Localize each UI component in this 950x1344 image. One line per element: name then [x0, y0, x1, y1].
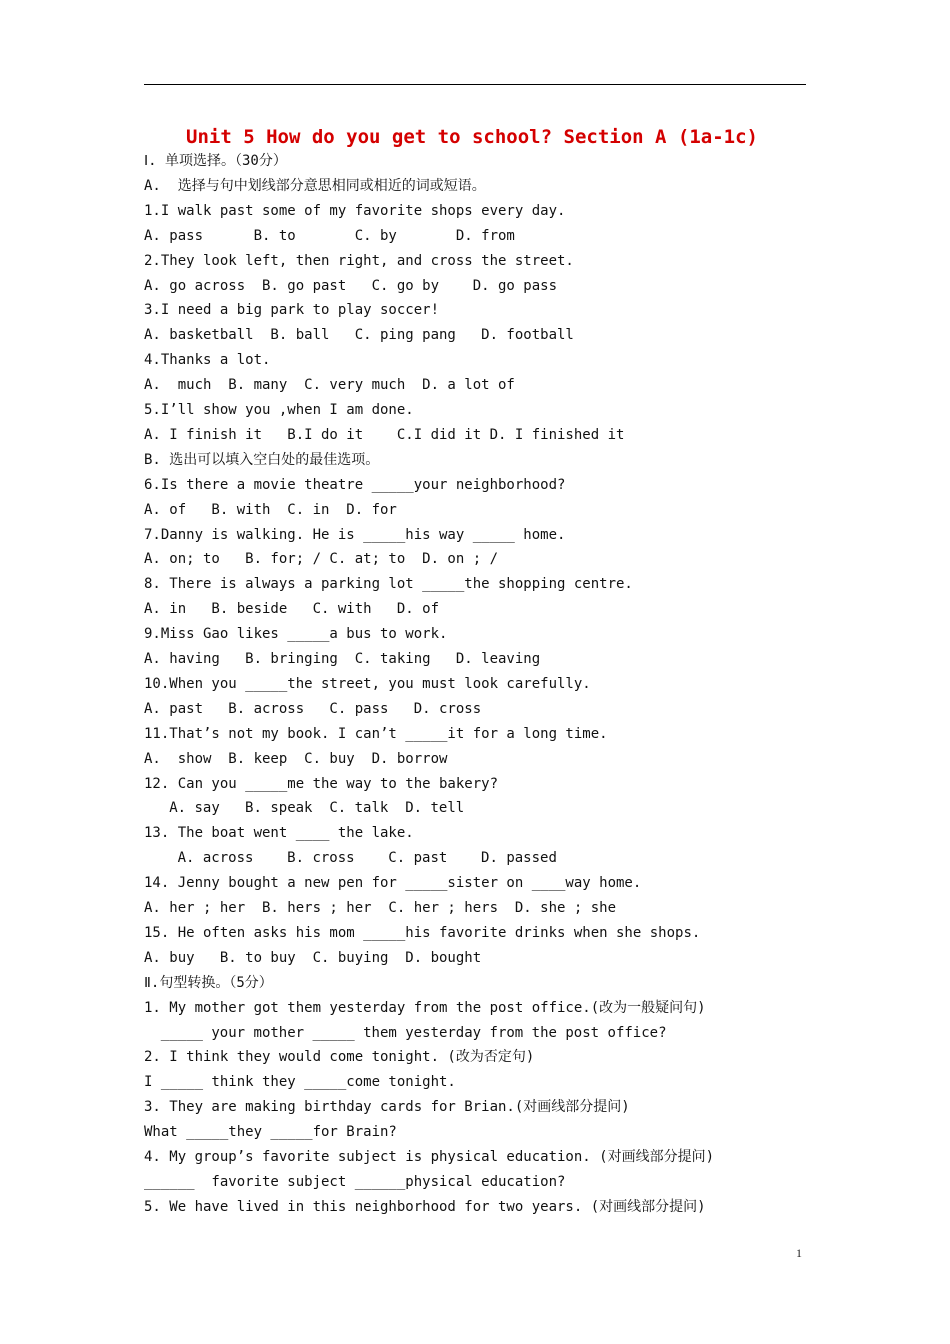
- text-line: A. her ; her B. hers ; her C. her ; hers D. she ; she: [144, 900, 617, 916]
- text-line: I _____ think they _____come tonight.: [144, 1074, 456, 1091]
- text-line: A. show B. keep C. buy D. borrow: [144, 750, 448, 767]
- worksheet-title: Unit 5 How do you get to school? Section A (1a-1c): [186, 126, 758, 148]
- text-line: 3. They are making birthday cards for Brian.(对画线部分提问): [144, 1099, 630, 1116]
- text-line: 4.Thanks a lot.: [144, 352, 271, 369]
- text-line: Ⅰ. 单项选择。（30分）: [144, 153, 287, 169]
- text-line: 13. The boat went ____ the lake.: [144, 825, 414, 842]
- text-line: Ⅱ.句型转换。（5分）: [144, 974, 273, 991]
- text-line: A. in B. beside C. with D. of: [144, 601, 440, 618]
- text-line: A. go across B. go past C. go by D. go pass: [144, 277, 558, 294]
- text-line: A. across B. cross C. past D. passed: [177, 850, 557, 867]
- text-line: 5. We have lived in this neighborhood for two years. (对画线部分提问): [144, 1198, 706, 1215]
- text-line: A. 选择与句中划线部分意思相同或相近的词或短语。: [144, 177, 486, 194]
- text-line: 1. My mother got them yesterday from the post office.(改为一般疑问句): [144, 999, 706, 1016]
- text-line: A. buy B. to buy C. buying D. bought: [144, 949, 482, 966]
- text-line: 2. I think they would come tonight. (改为否定句): [144, 1049, 535, 1066]
- text-line: 8. There is always a parking lot _____the shopping centre.: [144, 576, 633, 593]
- text-line: 14. Jenny bought a new pen for _____sister on ____way home.: [144, 875, 642, 892]
- text-line: 3.I need a big park to play soccer!: [144, 302, 440, 319]
- text-line: A. on; to B. for; / C. at; to D. on ; /: [144, 551, 499, 568]
- text-line: A. say B. speak C. talk D. tell: [169, 800, 465, 817]
- text-line: 9.Miss Gao likes _____a bus to work.: [144, 626, 448, 643]
- text-line: What _____they _____for Brain?: [144, 1124, 397, 1141]
- text-line: A. much B. many C. very much D. a lot of: [144, 377, 515, 394]
- text-line: 15. He often asks his mom _____his favorite drinks when she shops.: [144, 924, 701, 941]
- text-line: _____ your mother _____ them yesterday from the post office?: [160, 1024, 667, 1041]
- text-line: 11.That’s not my book. I can’t _____it for a long time.: [144, 725, 608, 742]
- text-line: A. having B. bringing C. taking D. leaving: [144, 651, 541, 667]
- text-line: ______ favorite subject ______physical education?: [144, 1173, 566, 1190]
- text-line: 10.When you _____the street, you must look carefully.: [144, 675, 591, 692]
- text-line: 4. My group’s favorite subject is physical education. (对画线部分提问): [144, 1149, 715, 1165]
- text-line: 7.Danny is walking. He is _____his way _____ home.: [144, 526, 566, 543]
- text-line: 12. Can you _____me the way to the bakery?: [144, 775, 499, 792]
- text-line: A. past B. across C. pass D. cross: [144, 700, 482, 717]
- text-line: A. of B. with C. in D. for: [144, 501, 397, 518]
- text-line: B. 选出可以填入空白处的最佳选项。: [144, 451, 380, 468]
- text-line: A. pass B. to C. by D. from: [144, 227, 515, 244]
- text-line: 6.Is there a movie theatre _____your neighborhood?: [144, 476, 566, 493]
- text-line: 5.I’ll show you ,when I am done.: [144, 402, 414, 418]
- text-line: 2.They look left, then right, and cross the street.: [144, 252, 574, 269]
- text-line: A. I finish it B.I do it C.I did it D. I finished it: [144, 426, 625, 443]
- text-line: A. basketball B. ball C. ping pang D. football: [144, 327, 574, 344]
- page-number: 1: [796, 1246, 802, 1260]
- header-rule: [144, 84, 806, 85]
- text-line: 1.I walk past some of my favorite shops every day.: [144, 202, 566, 219]
